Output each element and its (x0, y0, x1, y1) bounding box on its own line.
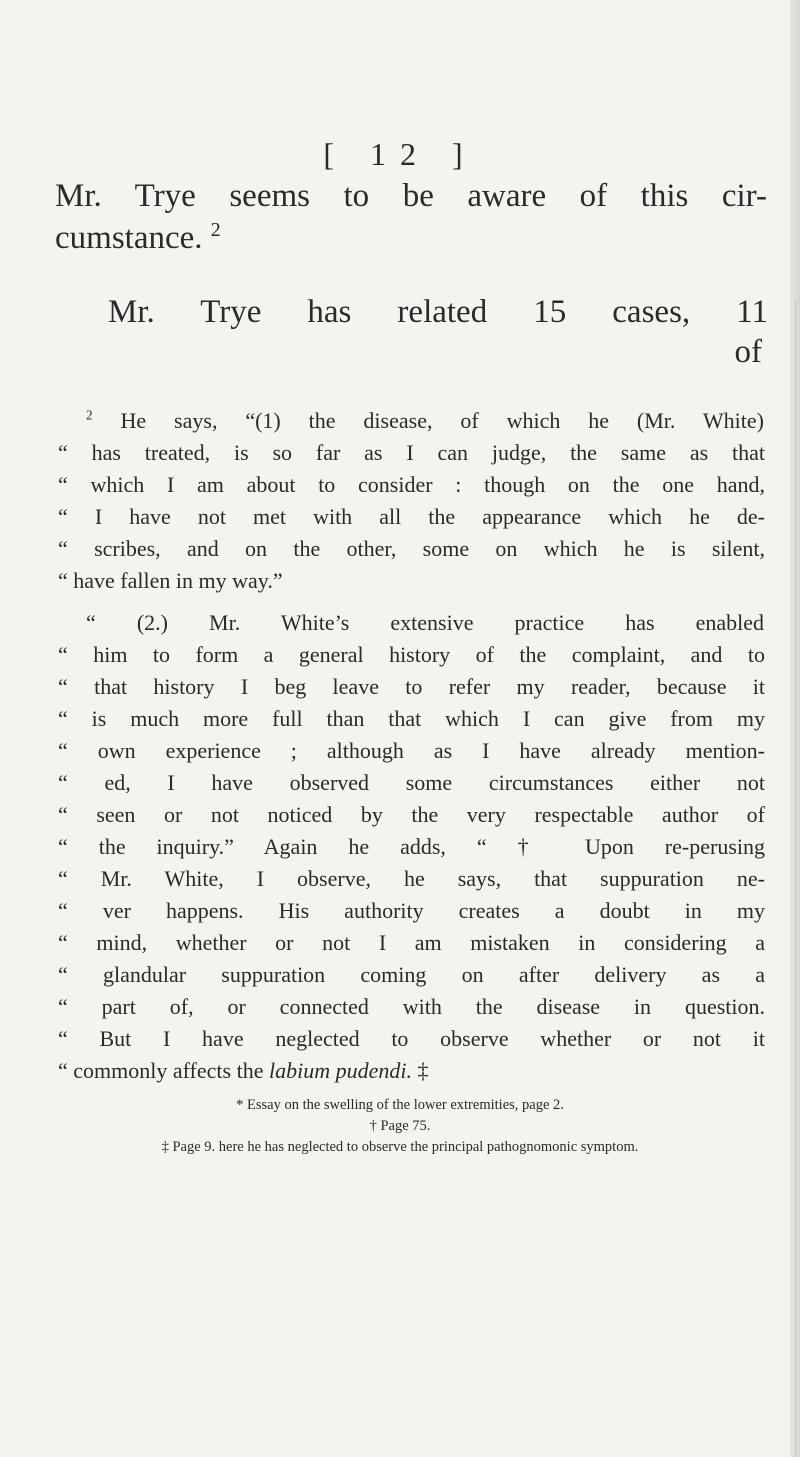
quote-line-21: “ commonly affects the labium pudendi. ‡ (58, 1058, 429, 1083)
quote-line-17: “ mind, whether or not I am mistaken in considering a (58, 930, 765, 955)
page-edge-line (795, 300, 796, 1457)
cases-line-1: Mr. Trye has related 15 cases, 11 (108, 294, 768, 330)
footnote-mark-2: 2 (86, 407, 93, 423)
heading-line-2: cumstance. $^2$ (55, 219, 221, 256)
footnote-page-75: † Page 75. (369, 1118, 431, 1134)
quote-line-3: “ which I am about to consider : though on the one hand, (58, 472, 765, 497)
footnote-mark-double-dagger: ‡ (417, 1058, 429, 1083)
quote-line-2: “ has treated, is so far as I can judge, the same as that (58, 440, 765, 465)
footnote-ref-2: 2 (210, 219, 221, 241)
catchword: of (734, 334, 762, 370)
quote-line-20: “ But I have neglected to observe whether or not it (58, 1026, 765, 1051)
footnote-page-9: ‡ Page 9. here he has neglected to observe the principal pathognomonic symptom. (161, 1139, 639, 1155)
page-number: [ 12 ] (323, 136, 477, 172)
quote-line-6: “ have fallen in my way.” (58, 568, 283, 593)
quote-line-15: “ Mr. White, I observe, he says, that suppuration ne- (58, 866, 765, 891)
quote-line-5: “ scribes, and on the other, some on which he is silent, (58, 536, 766, 561)
quote-line-1: $^2$ He says, “(1) the disease, of which he (Mr. White) (86, 407, 765, 433)
quote-line-16: “ ver happens. His authority creates a doubt in my (58, 898, 765, 923)
quote-line-9: “ that history I beg leave to refer my reader, because it (58, 674, 766, 699)
quote-line-11: “ own experience ; although as I have already mention- (58, 738, 766, 763)
heading-line-1: Mr. Trye seems to be aware of this cir- (55, 178, 767, 214)
quote-line-7: “ (2.) Mr. White’s extensive practice has enabled (86, 610, 765, 635)
quote-line-14: “ the inquiry.” Again he adds, “ † Upon re-perusing (58, 834, 765, 859)
quote-line-4: “ I have not met with all the appearance which he de- (58, 504, 765, 529)
quote-line-19: “ part of, or connected with the disease in question. (58, 994, 765, 1019)
quote-line-10: “ is much more full than that which I can give from my (58, 706, 765, 731)
latin-term: labium pudendi. (268, 1058, 412, 1083)
quote-line-13: “ seen or not noticed by the very respectable author of (58, 802, 766, 827)
quote-line-12: “ ed, I have observed some circumstances either not (58, 770, 766, 795)
quote-line-8: “ him to form a general history of the complaint, and to (58, 642, 765, 667)
footnote-essay: * Essay on the swelling of the lower extremities, page 2. (236, 1097, 564, 1113)
quote-line-18: “ glandular suppuration coming on after delivery as a (58, 962, 765, 987)
